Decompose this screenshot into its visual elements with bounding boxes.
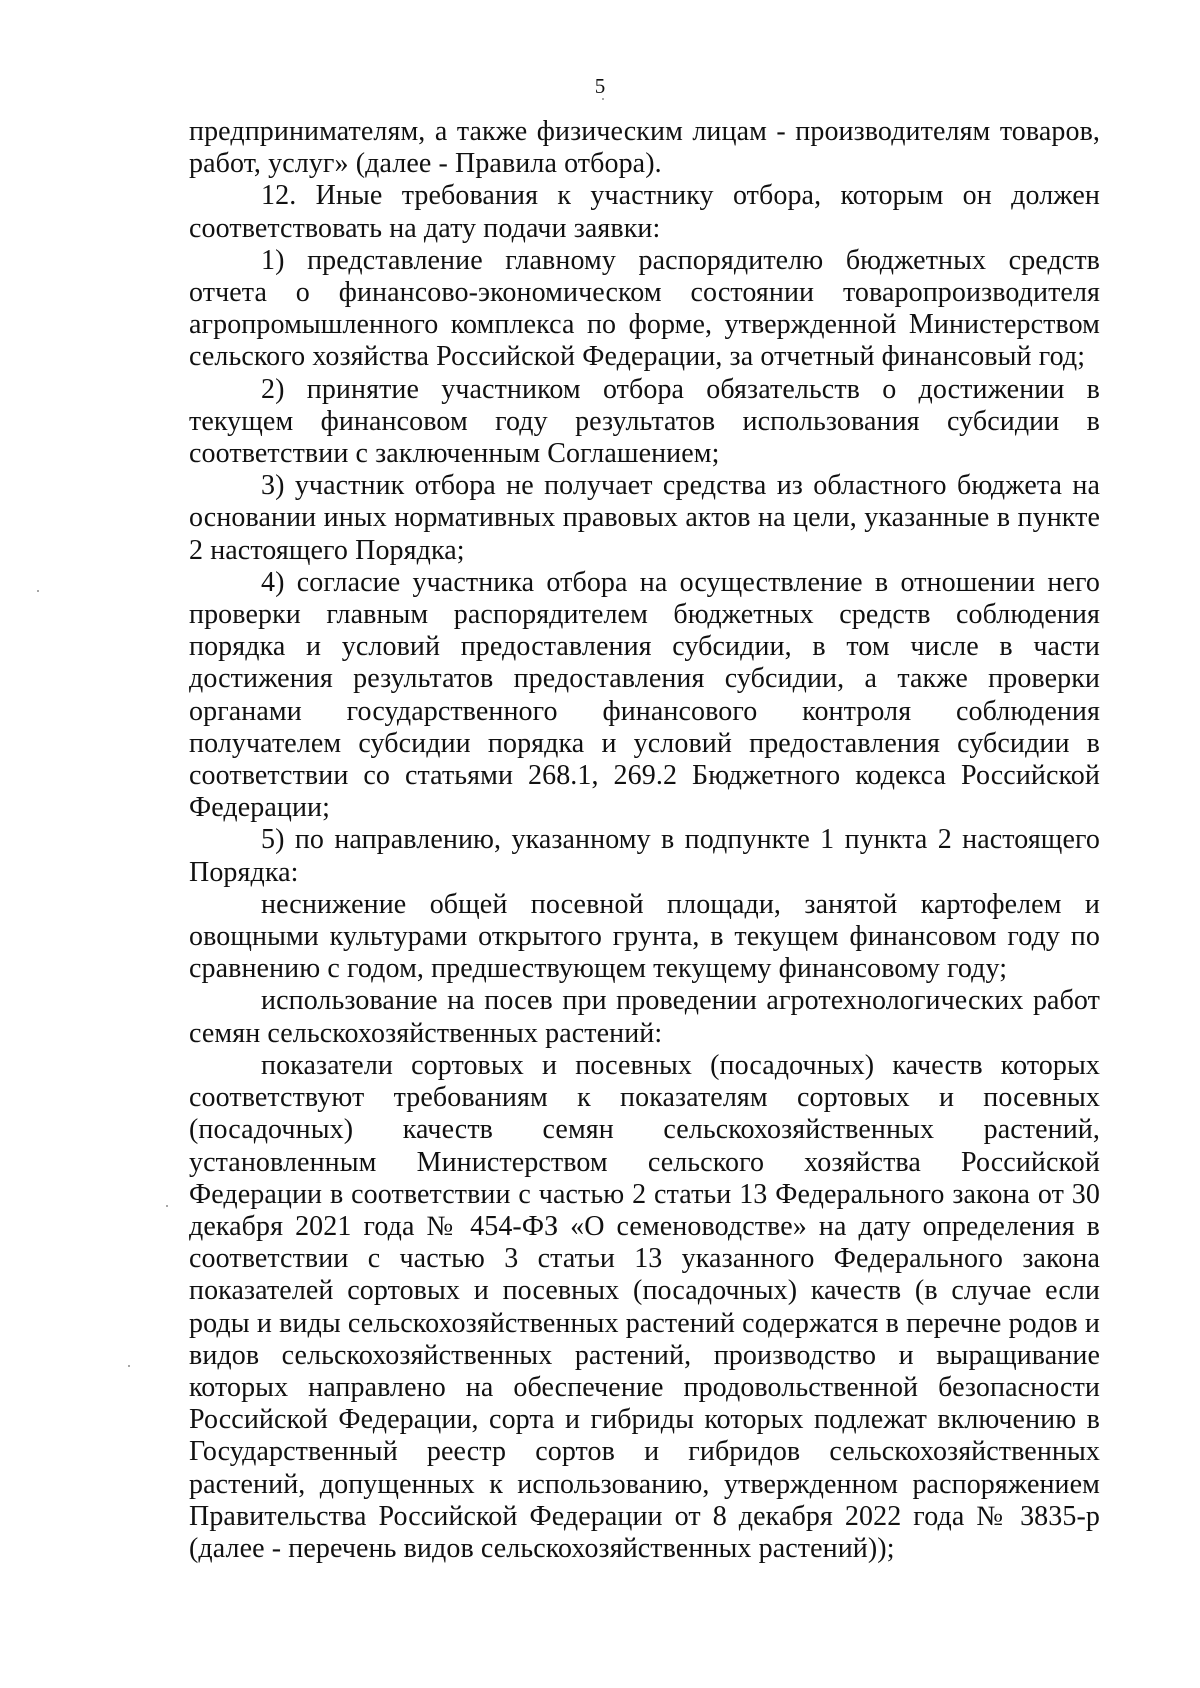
paragraph-subitem-4: 4) согласие участника отбора на осуществление в отношении него проверки главным распорядителем бюджетных средств соблюдения порядка и условий предоставления субсидии, в том числе в части достижения результатов предоставления субсидии, а также проверки органами государственного финансового контроля соблюдения получателем субсидии порядка и условий предоставления субсидии в соответствии со статьями 268.1, 269.2 Бюджетного кодекса Российской Федерации; bbox=[189, 566, 1100, 824]
paragraph-seed-usage: использование на посев при проведении агротехнологических работ семян сельскохозяйственных растений: bbox=[189, 985, 1100, 1049]
scan-speck bbox=[128, 1365, 130, 1367]
page-number: 5 bbox=[594, 74, 606, 98]
paragraph-subitem-1: 1) представление главному распорядителю бюджетных средств отчета о финансово-экономическом состоянии товаропроизводителя агропромышленного комплекса по форме, утвержденной Министерством сельского хозяйства Российской Федерации, за отчетный финансовый год; bbox=[189, 244, 1100, 373]
paragraph-subitem-2: 2) принятие участником отбора обязательств о достижении в текущем финансовом году результатов использования субсидии в соответствии с заключенным Соглашением; bbox=[189, 373, 1100, 470]
scan-speck bbox=[166, 1205, 168, 1207]
scan-speck bbox=[602, 98, 604, 100]
paragraph-seed-quality: показатели сортовых и посевных (посадочных) качеств которых соответствуют требованиям к показателям сортовых и посевных (посадочных) качеств семян сельскохозяйственных растений, установленным Министерством сельского хозяйства Российской Федерации в соответствии с частью 2 статьи 13 Федерального закона от 30 декабря 2021 года № 454-ФЗ «О семеноводстве» на дату определения в соответствии с частью 3 статьи 13 указанного Федерального закона показателей сортовых и посевных (посадочных) качеств (в случае если роды и виды сельскохозяйственных растений содержатся в перечне родов и видов сельскохозяйственных растений, производство и выращивание которых направлено на обеспечение продовольственной безопасности Российской Федерации, сорта и гибриды которых подлежат включению в Государственный реестр сортов и гибридов сельскохозяйственных растений, допущенных к использованию, утвержденном распоряжением Правительства Российской Федерации от 8 декабря 2022 года № 3835-р (далее - перечень видов сельскохозяйственных растений)); bbox=[189, 1049, 1100, 1564]
paragraph-continuation: предпринимателям, а также физическим лицам - производителям товаров, работ, услуг» (далее - Правила отбора). bbox=[189, 116, 1100, 180]
document-body bbox=[189, 116, 1100, 1565]
paragraph-subitem-5: 5) по направлению, указанному в подпункте 1 пункта 2 настоящего Порядка: bbox=[189, 824, 1100, 888]
scan-speck bbox=[37, 590, 39, 592]
paragraph-item-12: 12. Иные требования к участнику отбора, которым он должен соответствовать на дату подачи заявки: bbox=[189, 180, 1100, 244]
paragraph-area-requirement: неснижение общей посевной площади, занятой картофелем и овощными культурами открытого грунта, в текущем финансовом году по сравнению с годом, предшествующем текущему финансовому году; bbox=[189, 888, 1100, 985]
paragraph-subitem-3: 3) участник отбора не получает средства из областного бюджета на основании иных нормативных правовых актов на цели, указанные в пункте 2 настоящего Порядка; bbox=[189, 470, 1100, 566]
